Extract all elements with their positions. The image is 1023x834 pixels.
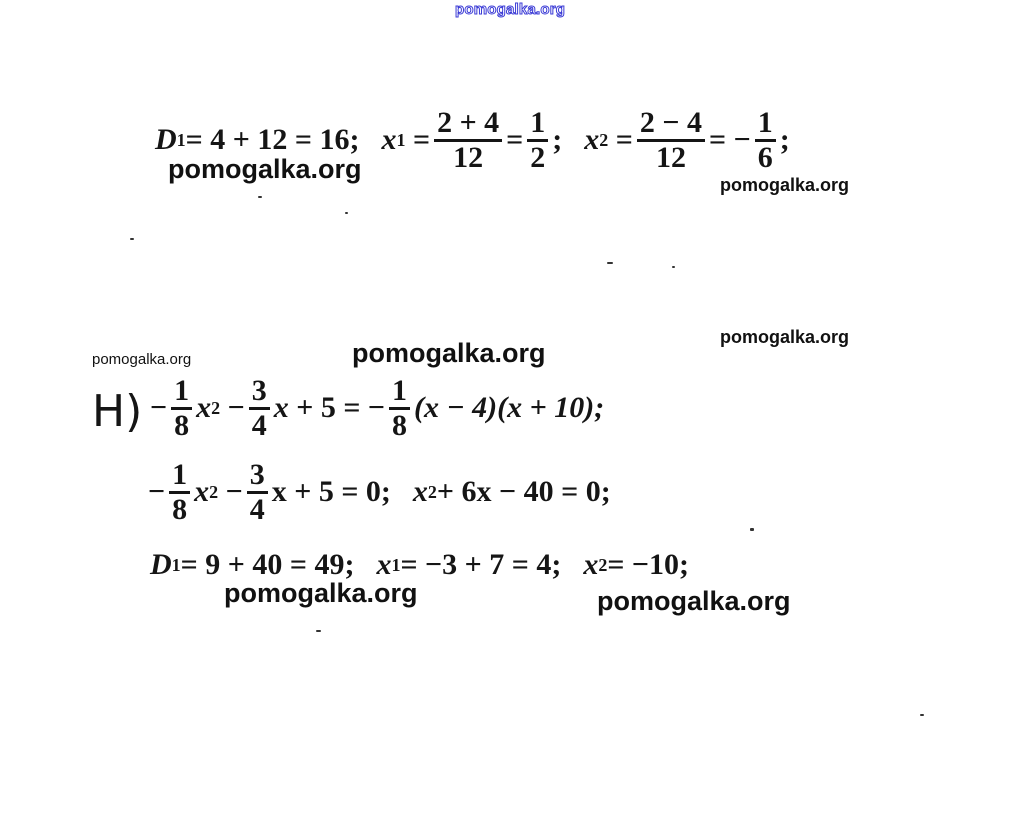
scan-speck [130, 238, 134, 240]
reduced-equation: + 6x − 40 = 0; [436, 475, 611, 508]
root-x1-symbol: x [381, 123, 397, 156]
subscript: 1 [396, 129, 406, 150]
factored-form: (x − 4)(x + 10); [414, 391, 605, 424]
fraction: $\frac{1}{8}$ [169, 459, 190, 525]
part-label: Н) [92, 386, 143, 437]
equation-part: x + 5 = 0; [271, 475, 391, 508]
scan-speck [920, 714, 924, 716]
fraction: $\frac{1}{6}$ [755, 107, 776, 173]
scan-speck [258, 196, 262, 198]
scan-speck [750, 528, 754, 531]
watermark: pomogalka.org [224, 578, 418, 608]
fraction: $\frac{3}{4}$ [247, 459, 268, 525]
watermark: pomogalka.org [92, 351, 192, 368]
discriminant-expression: = 9 + 40 = 49; [180, 548, 355, 581]
scan-speck [607, 262, 613, 264]
watermark-top: pomogalka.org [455, 1, 566, 18]
watermark: pomogalka.org [720, 327, 850, 347]
root-x1-expression: = −3 + 7 = 4; [400, 548, 562, 581]
fraction: $\frac{2 + 4}{12}$ [434, 107, 502, 173]
subscript: 1 [176, 129, 186, 150]
equation-line-2: − $\frac{1}{8}$ x 2 − $\frac{3}{4}$ x + 5 = − $\frac{1}{8}$ (x − 4)(x + 10); [150, 374, 605, 442]
subscript: 2 [599, 129, 609, 150]
watermark: pomogalka.org [720, 175, 850, 195]
discriminant-expression: = 4 + 12 = 16; [185, 123, 360, 156]
watermark: pomogalka.org [597, 586, 791, 616]
fraction: $\frac{2 - 4}{12}$ [637, 107, 705, 173]
equation-line-3: − $\frac{1}{8}$ x 2 − $\frac{3}{4}$ x + 5 = 0; x 2 + 6x − 40 = 0; [148, 458, 611, 526]
fraction: $\frac{1}{2}$ [527, 107, 548, 173]
root-x2-expression: = −10; [607, 548, 690, 581]
scan-speck [672, 266, 675, 268]
watermark: pomogalka.org [168, 154, 362, 184]
watermark: pomogalka.org [352, 338, 546, 368]
fraction: $\frac{3}{4}$ [249, 375, 270, 441]
fraction: $\frac{1}{8}$ [171, 375, 192, 441]
equation-line-4: D 1 = 9 + 40 = 49; x 1 = −3 + 7 = 4; x 2 = −10; [150, 548, 690, 581]
root-x2-symbol: x [584, 123, 600, 156]
discriminant-symbol: D [155, 123, 177, 156]
scan-speck [345, 212, 348, 214]
equation-line-1: D 1 = 4 + 12 = 16; x 1 = $\frac{2 + 4}{12}$ = $\frac{1}{2}$ ; x 2 = $\frac{2 - 4}{12}$ = − $\frac{1}{6}$ ; [155, 106, 790, 174]
scan-speck [316, 630, 321, 632]
fraction: $\frac{1}{8}$ [389, 375, 410, 441]
